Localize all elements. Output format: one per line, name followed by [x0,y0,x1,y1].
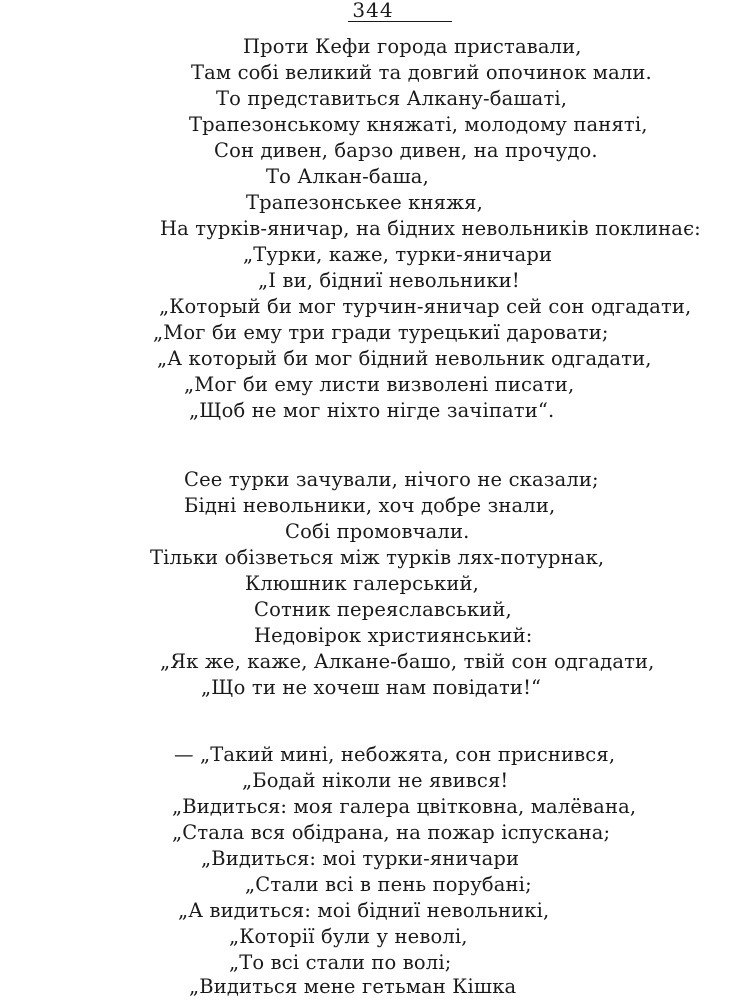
verse-line: „То всі стали по волі; [229,951,452,974]
verse-line: „А который би мог бідний невольник одгадати, [157,347,652,370]
page-number-rule [348,21,452,22]
verse-line: „І ви, бідниї невольники! [258,269,520,292]
verse-line: „Который би мог турчин-яничар сей сон одгадати, [159,295,692,318]
verse-line: То представиться Алкану-башаті, [216,87,568,110]
verse-line: „Як же, каже, Алкане-башо, твій сон одгадати, [160,650,655,673]
verse-line: Сон дивен, барзо дивен, на прочудо. [214,139,598,162]
verse-line: Трапезонськее княжя, [246,191,483,214]
verse-line: „Що ти не хочеш нам повідати!“ [201,676,542,699]
verse-line: „Стали всі в пень порубані; [245,873,532,896]
verse-line: Тільки обізветься між турків лях-потурнак, [150,546,605,569]
page-number: 344 [352,0,394,22]
verse-line: „Видиться мене гетьман Кішка [189,975,517,998]
verse-line: Сотник переяславський, [254,598,512,621]
verse-line: „Щоб не мог ніхто нігде зачіпати“. [189,399,555,422]
verse-line: „Видиться: моі турки-яничари [201,847,520,870]
verse-line: „Мог би ему три гради турецькиї даровати; [153,321,609,344]
verse-line: Бідні невольники, хоч добре знали, [184,494,556,517]
verse-line: То Алкан-баша, [266,165,429,188]
verse-line: Недовірок християнський: [254,624,533,647]
verse-line: На турків-яничар, на бідних невольників поклинає: [160,217,701,240]
verse-line: „Бодай ніколи не явився! [242,769,509,792]
verse-line: „Мог би ему листи визволені писати, [184,373,575,396]
verse-line: „Видиться: моя галера цвітковна, малёвана, [172,795,637,818]
verse-line: Клюшник галерський, [245,572,479,595]
verse-line: Там собі великий та довгий опочинок мали. [191,61,652,84]
verse-line: „Которії були у неволі, [229,925,468,948]
verse-line: „А видиться: моі бідниї невольникі, [178,899,550,922]
verse-line: — „Такий мині, небожята, сон приснився, [174,743,616,766]
verse-line: Трапезонському княжаті, молодому паняті, [189,113,648,136]
verse-line: „Турки, каже, турки-яничари [243,243,553,266]
verse-line: Собі промовчали. [285,520,470,543]
verse-line: Сее турки зачували, нічого не сказали; [184,468,599,491]
verse-line: „Стала вся обідрана, на пожар іспускана; [172,821,611,844]
verse-line: Проти Кефи города приставали, [243,35,582,58]
